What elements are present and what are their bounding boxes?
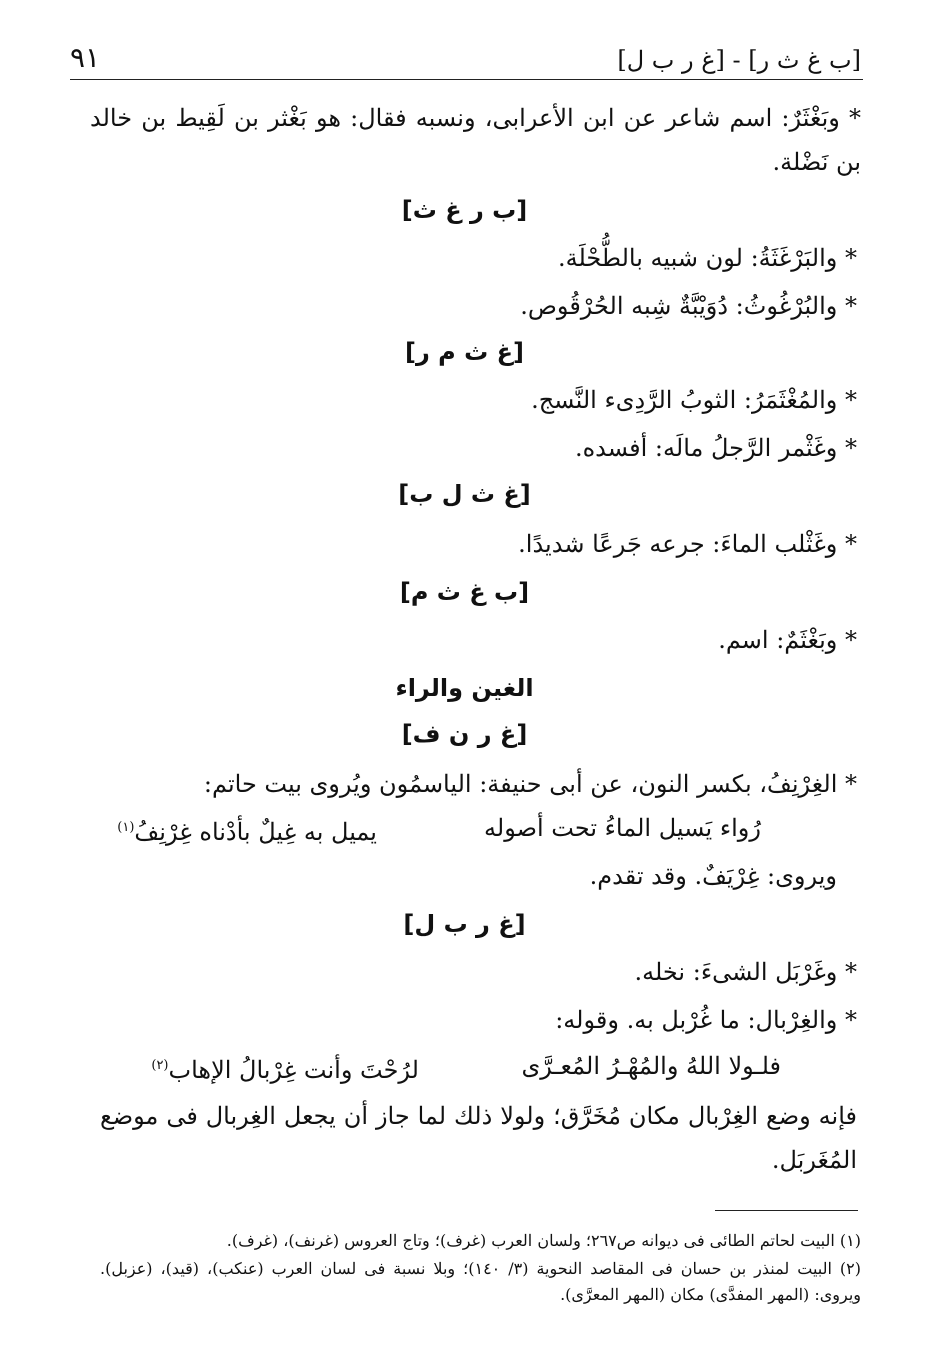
footnote-divider bbox=[715, 1210, 858, 1211]
verse2-second-hemistich bbox=[151, 1046, 419, 1090]
entry-ghirnif: * الغِرْنِفُ، بكسر النون، عن أبى حنيفة: الياسمُون ويُروى بيت حاتم: bbox=[203, 770, 857, 798]
footnote-marker-1: (١) bbox=[117, 820, 135, 835]
chapter-heading: الغين والراء bbox=[395, 674, 534, 702]
verse2-first-hemistich: فلـولا اللهُ والمُهْـرُ المُعـرَّى bbox=[521, 1052, 781, 1080]
running-head bbox=[70, 38, 861, 74]
entry-ghirbal: * والغِرْبال: ما غُرْبل به. وقوله: bbox=[555, 1006, 857, 1034]
verse1-second-hemistich bbox=[117, 808, 377, 852]
footnote-1: (١) البيت لحاتم الطائى فى ديوانه ص٢٦٧؛ ولسان العرب (غرف)؛ وتاج العروس (غرنف)، (غرف). bbox=[226, 1231, 861, 1250]
root-heading-ghthlb: [غ ث ل ب] bbox=[398, 480, 531, 508]
section-range: [ب غ ث ر] - [غ ر ب ل] bbox=[617, 46, 861, 74]
entry-ghathlab: * وغَثْلب الماءَ: جرعه جَرعًا شديدًا. bbox=[518, 530, 857, 558]
entry-yurwa: ويروى: غِرْيَفٌ. وقد تقدم. bbox=[589, 862, 837, 890]
page-number: ٩١ bbox=[70, 41, 101, 74]
entry-baghtham: * وبَغْثَمٌ: اسم. bbox=[718, 626, 857, 654]
entry-ghathmar: * وغَثْمر الرَّجلُ مالَه: أفسده. bbox=[574, 434, 857, 462]
header-divider bbox=[70, 79, 863, 80]
root-heading-brgth: [ب ر غ ث] bbox=[401, 196, 528, 224]
footnote-2: (٢) البيت لمنذر بن حسان فى المقاصد النحوية (٣/ ١٤٠)؛ وبلا نسبة فى لسان العرب (عنكب)، (قيد)، (عزبل). ويروى: (المهر المفدَّى) مكان (المهر المعرَّى). bbox=[100, 1259, 862, 1304]
root-heading-ghthmr: [غ ث م ر] bbox=[405, 338, 524, 366]
verse2-text: لرُحْتَ وأنت غِرْبالُ الإهاب bbox=[168, 1056, 419, 1084]
verse1-first-hemistich: رُواء يَسيل الماءُ تحت أصوله bbox=[484, 814, 761, 842]
footnote-marker-2: (٢) bbox=[151, 1058, 169, 1073]
verse1-text: يميل به غِيلٌ بأدْناه غِرْنِفُ bbox=[134, 818, 377, 846]
root-heading-ghrnf: [غ ر ن ف] bbox=[401, 720, 528, 748]
entry-mughthamar: * والمُغْثَمَرُ: الثوبُ الرَّدِىء النَّسج. bbox=[531, 386, 857, 414]
entry-gharbala: * وغَرْبَل الشىءَ: نخله. bbox=[634, 958, 857, 986]
root-heading-ghrbl: [غ ر ب ل] bbox=[403, 910, 526, 938]
entry-barghatha: * والبَرْغَثَةُ: لون شبيه بالطُّحْلَة. bbox=[557, 244, 857, 272]
root-heading-bghthm: [ب غ ث م] bbox=[399, 578, 530, 606]
entry-burghuth: * والبُرْغُوثُ: دُوَيْبَّةٌ شِبه الحُرْقُوص. bbox=[520, 292, 857, 320]
commentary-paragraph: فإنه وضع الغِرْبال مكان مُخَرَّق؛ ولولا ذلك لما جاز أن يجعل الغِربال فى موضع المُغَربَل. bbox=[100, 1102, 857, 1174]
entry-bughthur: * وبَغْثَرٌ: اسم شاعر عن ابن الأعرابى، ونسبه فقال: هو بَغْثر بن لَقِيط بن خالد بن نَضْلة. bbox=[90, 104, 861, 176]
